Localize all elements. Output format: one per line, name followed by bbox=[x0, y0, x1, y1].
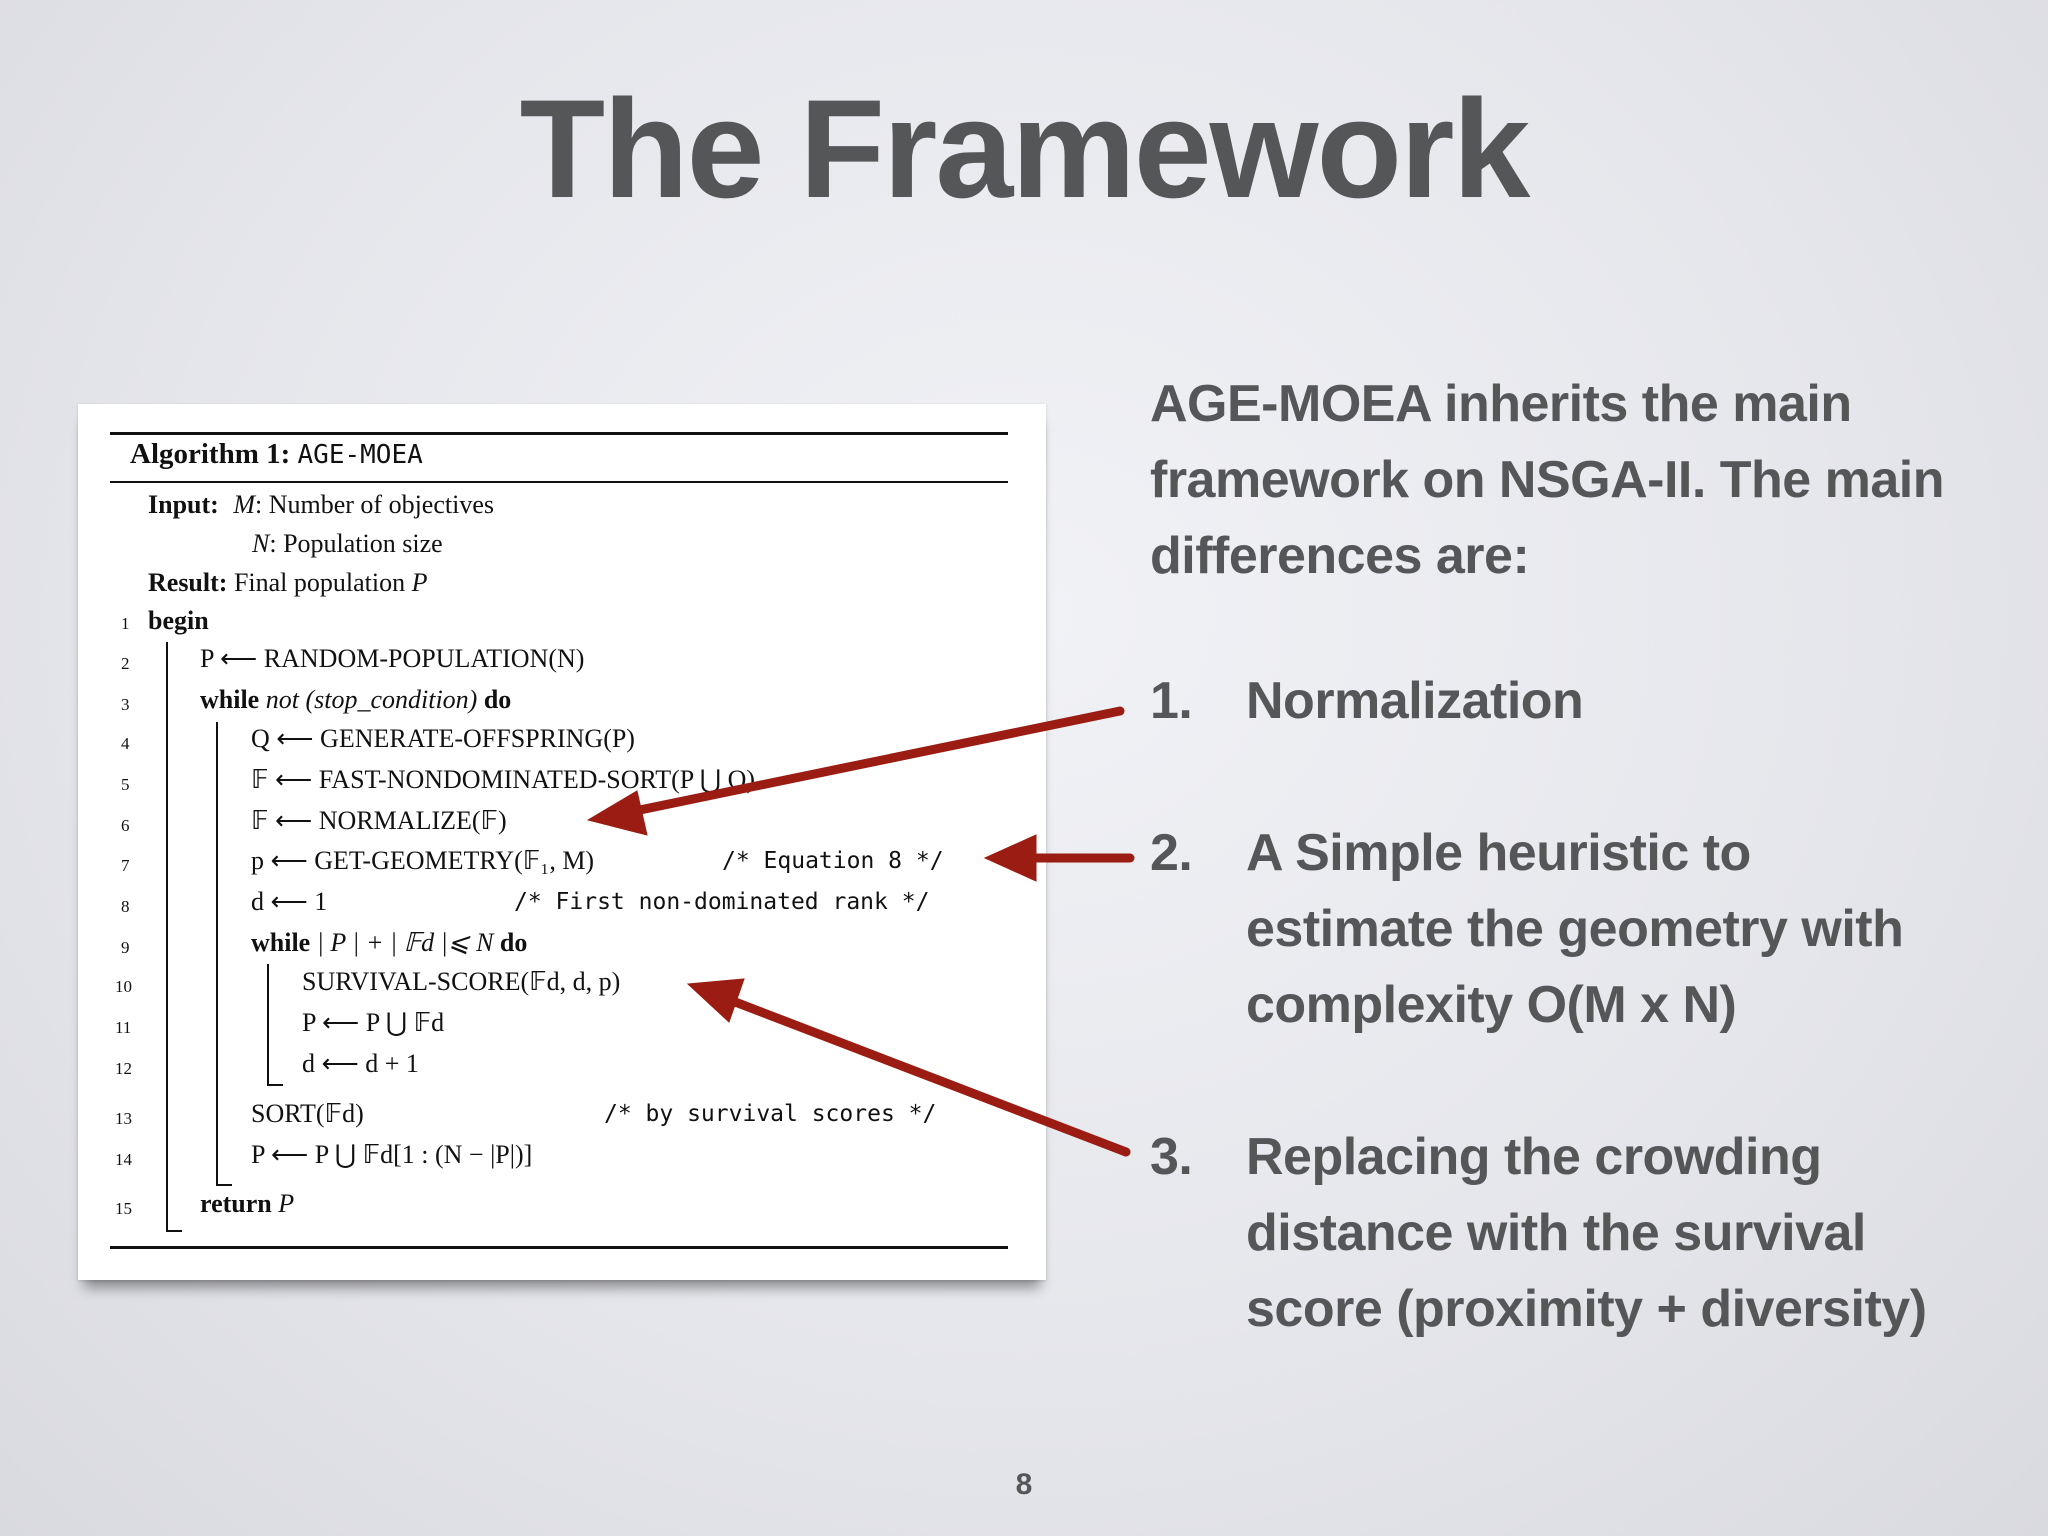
intro-line-3: differences are: bbox=[1150, 527, 1530, 585]
input-label: Input: bbox=[148, 490, 219, 519]
input-m-desc: : Number of objectives bbox=[255, 490, 494, 519]
line-number: 13 bbox=[115, 1109, 132, 1128]
line-number: 5 bbox=[121, 775, 130, 794]
line-number: 14 bbox=[115, 1150, 132, 1169]
line-number: 7 bbox=[121, 856, 130, 875]
item-3-line-1: Replacing the crowding bbox=[1246, 1128, 1822, 1186]
code-line-11: P ⟵ P ⋃ 𝔽d bbox=[302, 1008, 445, 1037]
code-line-6: 𝔽 ⟵ NORMALIZE(𝔽) bbox=[251, 806, 507, 835]
arrow-geometry bbox=[985, 835, 1130, 881]
code-line-5: 𝔽 ⟵ FAST-NONDOMINATED-SORT(P ⋃ Q) bbox=[251, 765, 756, 794]
line-number: 9 bbox=[121, 938, 130, 957]
line-number: 2 bbox=[121, 654, 130, 673]
comment-first-rank: /* First non-dominated rank */ bbox=[514, 889, 930, 915]
code-line-14: P ⟵ P ⋃ 𝔽d[1 : (N − |P|)] bbox=[251, 1140, 533, 1169]
result-text: Final population bbox=[233, 568, 412, 597]
arrow-normalization bbox=[588, 711, 1120, 835]
item-1-number: 1. bbox=[1150, 672, 1193, 730]
item-2-number: 2. bbox=[1150, 824, 1193, 882]
line-number: 15 bbox=[115, 1199, 132, 1218]
slide-title: The Framework bbox=[519, 70, 1529, 227]
kw-begin: begin bbox=[148, 606, 209, 635]
item-2-line-1: A Simple heuristic to bbox=[1246, 824, 1751, 882]
while-condition: not (stop_condition) bbox=[265, 685, 478, 714]
inner-while-condition: | P | + | 𝔽d |⩽ N bbox=[316, 928, 494, 957]
algorithm-name: AGE-MOEA bbox=[297, 440, 423, 470]
item-2-line-3: complexity O(M x N) bbox=[1246, 976, 1737, 1034]
algorithm-label: Algorithm 1: bbox=[130, 438, 291, 470]
kw-return: return bbox=[200, 1189, 272, 1218]
input-n-desc: : Population size bbox=[269, 529, 443, 558]
code-line-7: p ⟵ GET-GEOMETRY(𝔽₁, M) bbox=[251, 846, 595, 875]
item-3-number: 3. bbox=[1150, 1128, 1193, 1186]
code-line-8: d ⟵ 1 bbox=[251, 887, 328, 916]
line-number: 8 bbox=[121, 897, 130, 916]
item-2-line-2: estimate the geometry with bbox=[1246, 900, 1904, 958]
comment-survival-scores: /* by survival scores */ bbox=[604, 1101, 937, 1127]
intro-line-2: framework on NSGA-II. The main bbox=[1150, 451, 1945, 509]
code-line-4: Q ⟵ GENERATE-OFFSPRING(P) bbox=[251, 724, 635, 753]
kw-while-inner: while bbox=[251, 928, 311, 957]
line-number: 12 bbox=[115, 1059, 132, 1078]
comment-equation: /* Equation 8 */ bbox=[722, 848, 944, 874]
kw-while: while bbox=[200, 685, 260, 714]
return-var: P bbox=[278, 1189, 295, 1218]
item-1-line-1: Normalization bbox=[1246, 672, 1584, 730]
kw-do: do bbox=[483, 685, 512, 714]
input-n: N bbox=[252, 529, 270, 558]
line-number: 10 bbox=[115, 977, 132, 996]
line-number: 1 bbox=[121, 614, 130, 633]
input-m: M bbox=[233, 490, 255, 519]
kw-do-inner: do bbox=[499, 928, 528, 957]
code-line-10: SURVIVAL-SCORE(𝔽d, d, p) bbox=[302, 967, 621, 996]
item-3-line-3: score (proximity + diversity) bbox=[1246, 1280, 1927, 1338]
line-number: 6 bbox=[121, 816, 130, 835]
code-line-13: SORT(𝔽d) bbox=[251, 1099, 364, 1128]
result-label: Result: bbox=[148, 568, 228, 597]
result-var: P bbox=[411, 568, 428, 597]
line-number: 3 bbox=[121, 695, 130, 714]
line-number: 11 bbox=[115, 1018, 132, 1037]
page-number: 8 bbox=[1015, 1468, 1033, 1501]
item-3-line-2: distance with the survival bbox=[1246, 1204, 1866, 1262]
code-line-12: d ⟵ d + 1 bbox=[302, 1049, 419, 1078]
code-line-2: P ⟵ RANDOM-POPULATION(N) bbox=[200, 644, 585, 673]
intro-line-1: AGE-MOEA inherits the main bbox=[1150, 375, 1852, 433]
line-number: 4 bbox=[121, 734, 130, 753]
arrow-survival-score bbox=[688, 979, 1126, 1152]
